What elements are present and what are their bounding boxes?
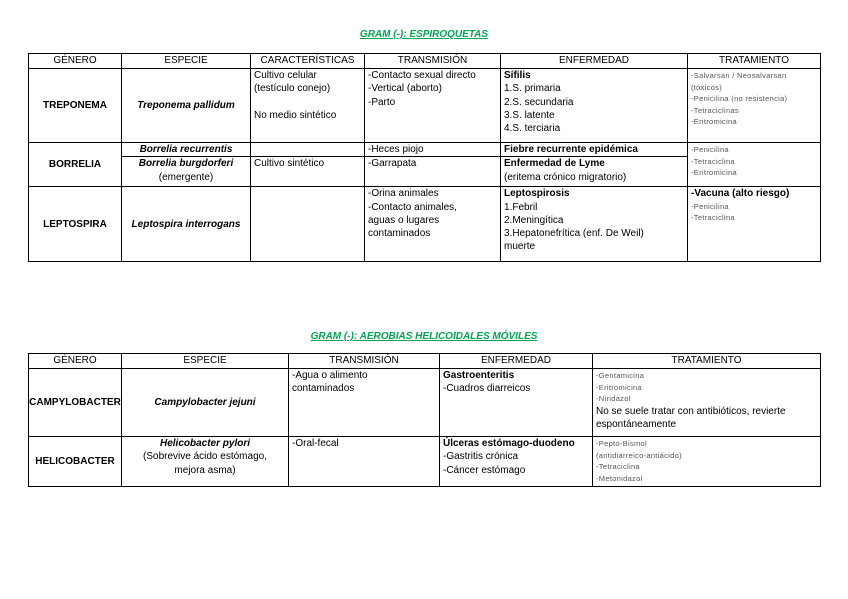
characteristics-cell — [251, 143, 365, 157]
col-tratamiento: TRATAMIENTO — [593, 354, 821, 369]
genus-cell: TREPONEMA — [29, 69, 122, 143]
disease-cell: Gastroenteritis -Cuadros diarreicos — [440, 369, 593, 437]
transmission-cell: -Orina animales -Contacto animales, aguas o lugares contaminados — [365, 187, 501, 262]
col-enfermedad: ENFERMEDAD — [501, 54, 688, 69]
treatment-cell: -Gentamicina -Eritromicina -Niridazol No se suele tratar con antibióticos, revierte espontáneamente — [593, 369, 821, 437]
treatment-cell: -Pepto-Bismol (antidiarreico-antiácido) -Tetraciclina -Metonidazol — [593, 437, 821, 487]
transmission-cell: -Garrapata — [365, 157, 501, 187]
characteristics-cell: Cultivo celular (testículo conejo) No medio sintético — [251, 69, 365, 143]
table-row — [29, 143, 821, 157]
helicoidales-table — [28, 353, 821, 487]
col-enfermedad: ENFERMEDAD — [440, 354, 593, 369]
col-transmision: TRANSMISIÓN — [365, 54, 501, 69]
header-row — [29, 354, 821, 369]
disease-cell: Leptospirosis 1.Febril 2.Meningítica 3.Hepatonefrítica (enf. De Weil) muerte — [501, 187, 688, 262]
espiroquetas-table — [28, 53, 821, 262]
table-row — [29, 369, 821, 437]
genus-cell: LEPTOSPIRA — [29, 187, 122, 262]
transmission-cell: -Oral-fecal — [289, 437, 440, 487]
species-cell: Borrelia recurrentis — [122, 143, 251, 157]
transmission-cell: -Contacto sexual directo -Vertical (aborto) -Parto — [365, 69, 501, 143]
species-cell: Borrelia burgdorferi (emergente) — [122, 157, 251, 187]
characteristics-cell: Cultivo sintético — [251, 157, 365, 187]
disease-cell: Enfermedad de Lyme (eritema crónico migratorio) — [501, 157, 688, 187]
treatment-cell: -Vacuna (alto riesgo) -Penicilina -Tetraciclina — [688, 187, 821, 262]
species-cell: Helicobacter pylori (Sobrevive ácido estómago, mejora asma) — [122, 437, 289, 487]
table2-title: GRAM (-): AEROBIAS HELICOIDALES MÓVILES — [310, 331, 538, 342]
transmission-cell: -Heces piojo — [365, 143, 501, 157]
table-row — [29, 437, 821, 487]
col-tratamiento: TRATAMIENTO — [688, 54, 821, 69]
treatment-cell: -Penicilina -Tetraciclina -Eritromicina — [688, 143, 821, 187]
header-row — [29, 54, 821, 69]
col-especie: ESPECIE — [122, 354, 289, 369]
col-genero: GÉNERO — [29, 354, 122, 369]
disease-cell: Fiebre recurrente epidémica — [501, 143, 688, 157]
table-row — [29, 69, 821, 143]
species-cell: Treponema pallidum — [122, 69, 251, 143]
col-caracteristicas: CARACTERÍSTICAS — [251, 54, 365, 69]
col-transmision: TRANSMISIÓN — [289, 354, 440, 369]
col-especie: ESPECIE — [122, 54, 251, 69]
table1-title: GRAM (-): ESPIROQUETAS — [359, 29, 489, 40]
treatment-cell: -Salvarsan / Neosalvarsan (tóxicos) -Penicilina (no resistencia) -Tetraciclinas -Eritromicina — [688, 69, 821, 143]
species-cell: Campylobacter jejuni — [122, 369, 289, 437]
characteristics-cell — [251, 187, 365, 262]
genus-cell: CAMPYLOBACTER — [29, 369, 122, 437]
disease-cell: Úlceras estómago-duodeno -Gastritis crónica -Cáncer estómago — [440, 437, 593, 487]
species-cell: Leptospira interrogans — [122, 187, 251, 262]
genus-cell: HELICOBACTER — [29, 437, 122, 487]
col-genero: GÉNERO — [29, 54, 122, 69]
genus-cell: BORRELIA — [29, 143, 122, 187]
transmission-cell: -Agua o alimento contaminados — [289, 369, 440, 437]
table-row — [29, 187, 821, 262]
disease-cell: Sífilis 1.S. primaria 2.S. secundaria 3.S. latente 4.S. terciaria — [501, 69, 688, 143]
